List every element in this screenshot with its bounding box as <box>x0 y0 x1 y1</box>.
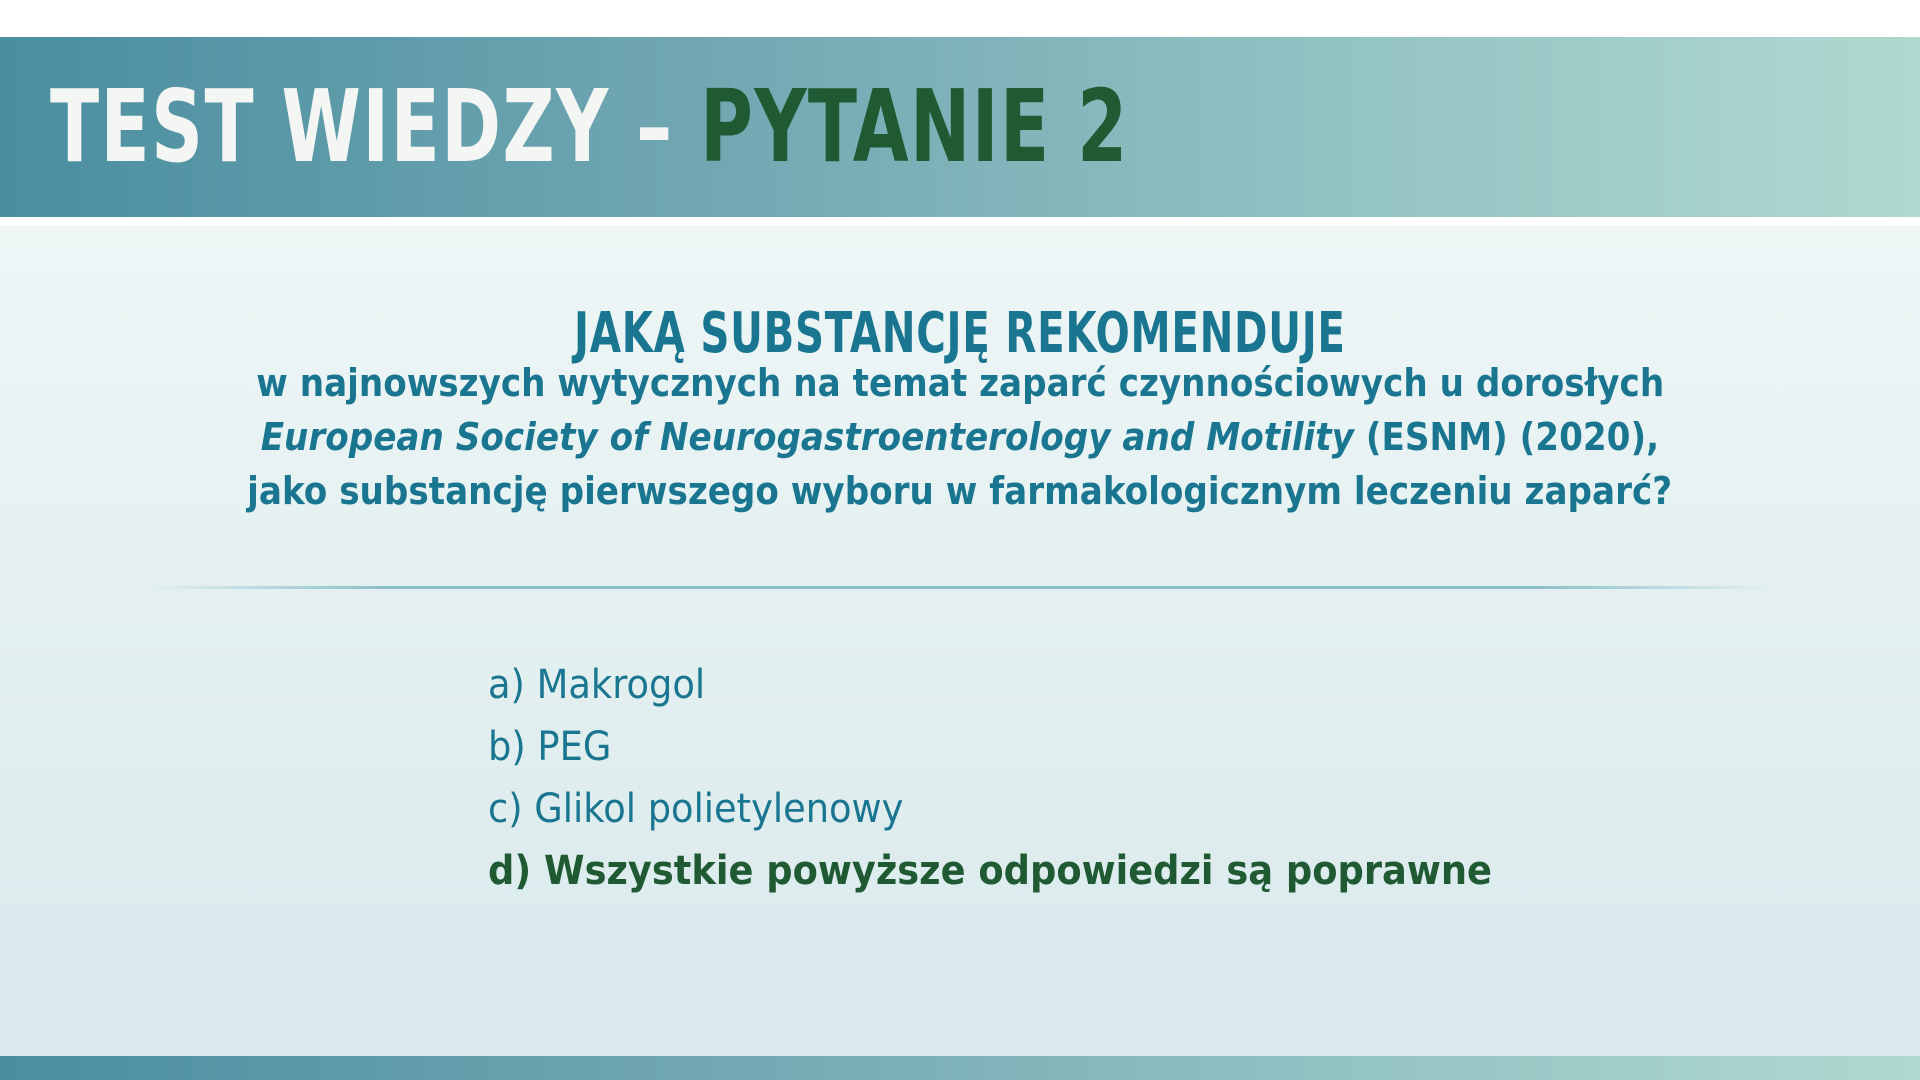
society-abbrev: (ESNM) (2020), <box>1354 415 1660 459</box>
title-test-wiedzy: TEST WIEDZY – <box>50 68 701 185</box>
question-line-2 <box>0 410 1920 464</box>
society-name: European Society of Neurogastroenterology and Motility <box>260 415 1355 459</box>
answer-list <box>488 654 1579 902</box>
answer-c[interactable]: c) Glikol polietylenowy <box>488 786 904 832</box>
answer-b[interactable]: b) PEG <box>488 724 612 770</box>
footer-band <box>0 1056 1920 1080</box>
question-panel <box>0 226 1920 1056</box>
question-heading: JAKĄ SUBSTANCJĘ REKOMENDUJE <box>574 301 1346 366</box>
answer-a[interactable]: a) Makrogol <box>488 662 706 708</box>
title-pytanie: PYTANIE 2 <box>700 68 1129 185</box>
divider <box>150 586 1770 589</box>
answer-d-correct[interactable]: d) Wszystkie powyższe odpowiedzi są poprawne <box>488 848 1493 894</box>
question-line-1: w najnowszych wytycznych na temat zaparć czynnościowych u dorosłych <box>256 361 1664 405</box>
page-title <box>50 52 1129 202</box>
question-line-3: jako substancję pierwszego wyboru w farmakologicznym leczeniu zaparć? <box>247 469 1673 513</box>
question-text <box>0 356 1920 518</box>
